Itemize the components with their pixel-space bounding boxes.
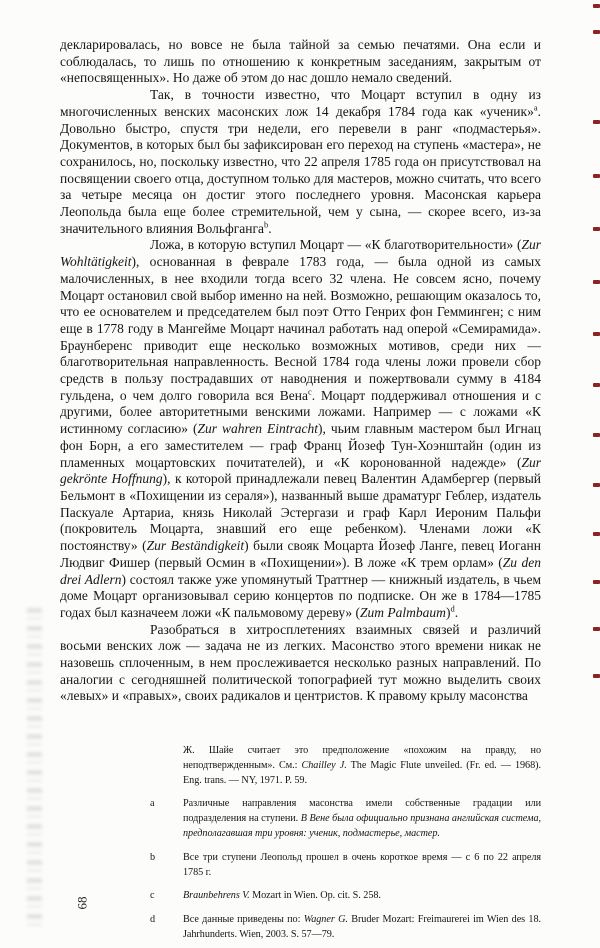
body-text: [60, 37, 541, 719]
text-segment: В Вене была официально признана английская система, предполагавшая три уровня: ученик, подмастерье, мастер.: [183, 813, 541, 839]
footnote-marker: d: [150, 914, 156, 926]
footnote-ref: a: [533, 102, 538, 113]
footnote-c: [60, 889, 541, 904]
text-segment: Zur wahren Eintracht: [197, 421, 319, 437]
page-edge-mark: [593, 433, 600, 437]
paragraph-2: [60, 87, 541, 237]
text-segment: Zu den drei Adlern: [60, 554, 541, 587]
footnote-text: [183, 913, 541, 943]
page-edge-mark: [593, 120, 600, 124]
page-edge-mark: [593, 174, 600, 178]
text-segment: Chailley J.: [301, 759, 347, 771]
page-edge-mark: [593, 4, 600, 8]
page-edge-mark: [593, 30, 600, 34]
paragraph-3: [60, 237, 541, 621]
text-segment: Wagner G.: [303, 914, 348, 926]
footnote-ref: b: [264, 219, 269, 230]
page-edge-mark: [593, 280, 600, 284]
footnote-marker: b: [150, 851, 156, 863]
footnote-a: [60, 797, 541, 841]
text-segment: Ложа, в которую вступил Моцарт — «К благотворительности» (: [150, 237, 522, 253]
footnote-text: [183, 889, 541, 904]
footnote-cont: [60, 744, 541, 788]
page-edge-mark: [593, 332, 600, 336]
text-segment: декларировалась, но вовсе не была тайной за семью печатями. Она если и соблюдалась, то лишь по отношению к конкретным заседаниям, закрытым от «непосвященных». Но даже об этом до нас дошло немало сведений.: [60, 37, 541, 86]
text-segment: . Довольно быстро, спустя три недели, его перевели в ранг «подмастерья». Документов, в которых был бы зафиксирован его переход на ступень «мастера», не сохранилось, но, поскольку известно, что 22 апреля 1785 года он присутствовал на посвящении своего отца, доступном только для мастеров, можно считать, что всего за четыре месяца он достиг этого последнего уровня. Масонская карьера Леопольда была еще более стремительной, чем у сына, — скорее всего, из-за значительного влияния Вольфганга: [60, 103, 541, 236]
text-segment: Zum Palmbaum: [360, 604, 446, 620]
text-segment: Ж. Шайе считает это предположение «похожим на правду, но неподтвержденным». См.:: [183, 745, 541, 771]
text-segment: ), чьим главным мастером был Игнац фон Борн, а его заместителем — граф Франц Йозеф Тун-Хоэнштайн (один из пламенных моцартовских почитателей), и «К коронованной надежде» (: [60, 421, 541, 470]
text-segment: ), основанная в феврале 1783 года, — была одной из самых малочисленных, в нее входили тогда всего 32 члена. Не совсем ясно, почему Моцарт остановил свой выбор именно на ней. Возможно, решающим оказалось то, что ее основателем и председателем был поэт Отто Генрих фон Гемминген; с ним еще в 1778 году в Мангейме Моцарт начинал работать над оперой «Семирамида». Браунберенс приводит еще несколько возможных мотивов, среди них — благотворительная направленность. Весной 1784 года члены ложи провели сбор средств в пользу пострадавших от наводнения и пожертвовали сумму в 4184 гульдена, о чем долго говорила вся Вена: [60, 254, 541, 403]
text-segment: Различные направления масонства имели собственные градации или подразделения на ступени.: [183, 798, 541, 825]
text-segment: ), к которой принадлежали певец Валентин Адамбергер (первый Бельмонт в «Похищении из сераля»), названный выше драматург Геблер, издатель Паскуале Артариа, князь Николай Эстергази и граф Карл Иероним Пальфи (покровитель Моцарта, знавший его еще ребенком). Членами ложи «К постоянству» (: [60, 471, 541, 554]
text-segment: Все три ступени Леопольд прошел в очень короткое время — с 6 по 22 апреля 1785 г.: [183, 851, 541, 878]
page-number: 68: [74, 896, 90, 910]
text-segment: Так, в точности известно, что Моцарт вступил в одну из многочисленных венских масонских лож 14 декабря 1784 года как «ученик»: [60, 87, 541, 119]
text-segment: . Моцарт поддерживал отношения и с другими, более авторитетными венскими ложами. Например — с ложами «К истинному согласию» (: [60, 387, 541, 437]
footnotes: [60, 744, 541, 948]
footnote-text: [183, 744, 541, 788]
footnote-ref: d: [450, 603, 455, 614]
page-edge-mark: [593, 227, 600, 231]
page-edge-mark: [593, 674, 600, 678]
page-edge-mark: [593, 627, 600, 631]
footnote-text: [183, 797, 541, 841]
page-edge-mark: [593, 383, 600, 387]
page-edge-mark: [593, 580, 600, 584]
text-segment: Mozart in Wien. Op. cit. S. 258.: [249, 890, 381, 902]
text-segment: Разобраться в хитросплетениях взаимных связей и различий восьми венских лож — задача не из легких. Масонство этого времени никак не назовешь сплоченным, в нем прослеживается несколько разных направлений. По аналогии с сегодняшней политической топографией тут можно выделить своих «левых» и «правых», своих радикалов и центристов. К правому крылу масонства: [60, 621, 541, 704]
text-segment: Zur Wohltätigkeit: [60, 237, 541, 270]
text-segment: .: [454, 604, 459, 620]
text-segment: Bruder Mozart: Freimaurerei im Wien des 18. Jahrhunderts. Wien, 2003. S. 57—79.: [183, 914, 541, 940]
text-segment: ) состоял также уже упомянутый Траттнер — книжный издатель, в чьем доме Моцарт организовывал серию концертов по подписке. Он же в 1784—1785 годах был казначеем ложи «К пальмовому дереву» (: [60, 571, 541, 620]
footnote-marker: c: [150, 890, 155, 902]
paragraph-1: [60, 37, 541, 87]
footnote-marker: a: [150, 798, 155, 810]
footnote-d: [60, 913, 541, 943]
text-segment: Zur gekrönte Hoffnung: [60, 454, 541, 487]
paragraph-4: [60, 622, 541, 706]
text-segment: The Magic Flute unveiled. (Fr. ed. — 1968). Eng. trans. — NY, 1971. P. 59.: [183, 759, 541, 786]
footnote-ref: c: [307, 386, 312, 397]
text-segment: Все данные приведены по:: [183, 914, 304, 926]
text-segment: Zur Beständigkeit: [146, 538, 245, 554]
text-segment: .: [268, 220, 272, 236]
footnote-b: [60, 851, 541, 881]
page-edge-mark: [593, 532, 600, 536]
text-segment: ) были свояк Моцарта Йозеф Ланге, певец Иоганн Людвиг Фишер (первый Осмин в «Похищении»). В ложе «К трем орлам» (: [60, 538, 541, 570]
footnote-text: [183, 851, 541, 881]
page-edge-mark: [593, 483, 600, 487]
text-segment: ): [445, 604, 451, 620]
text-segment: Braunbehrens V.: [183, 890, 250, 902]
margin-watermark: [27, 608, 42, 930]
